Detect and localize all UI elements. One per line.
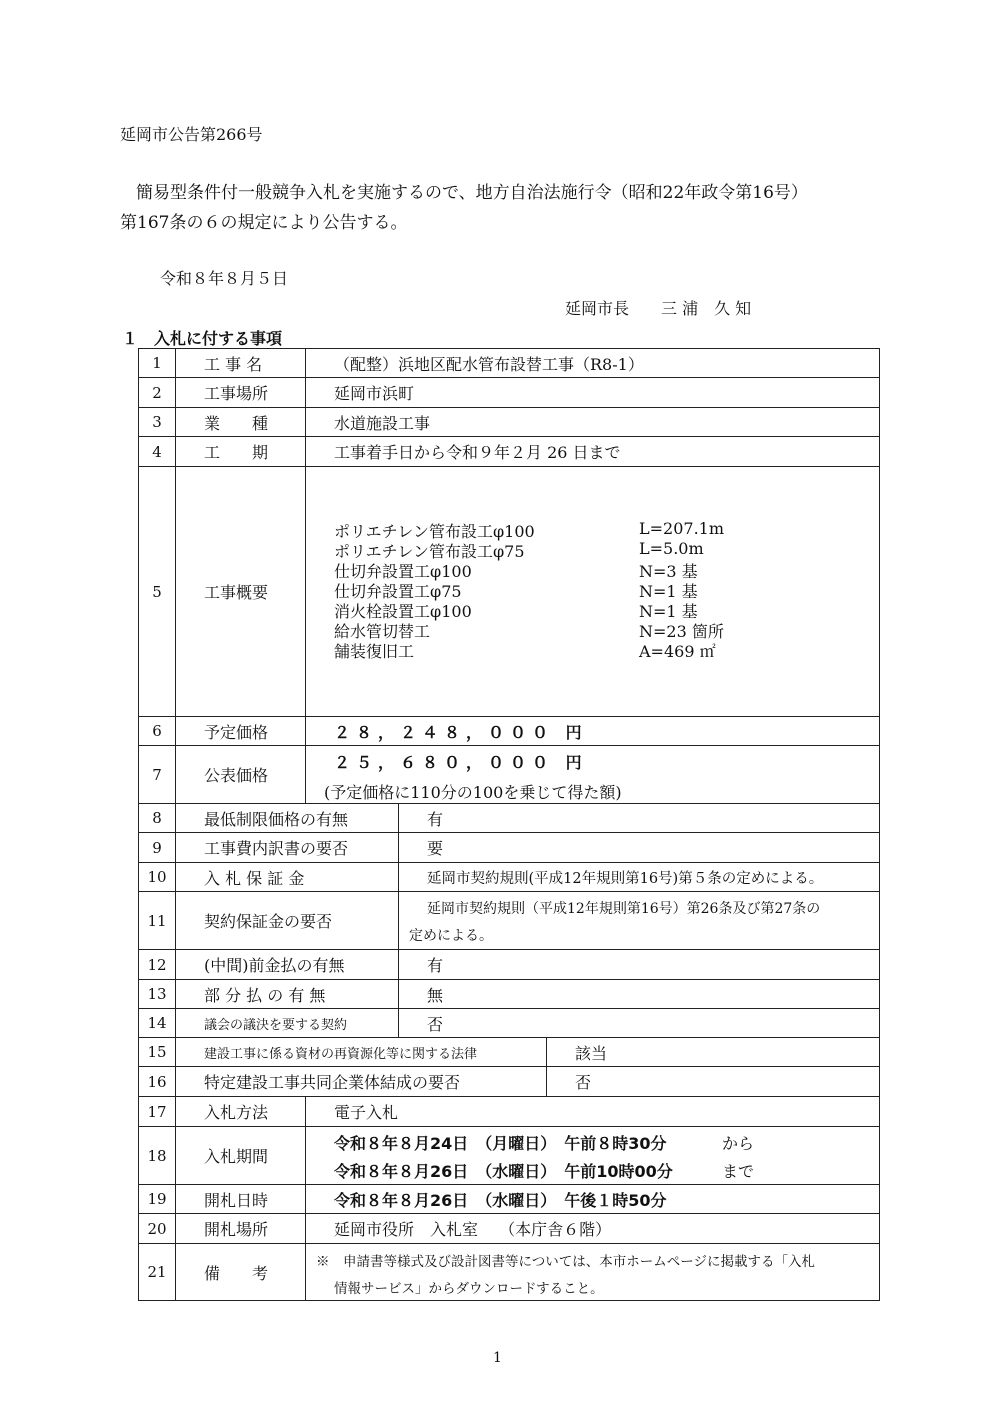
row-number: 16: [139, 1067, 176, 1096]
table-row-19: [139, 1185, 879, 1214]
row-item: 入札期間: [176, 1127, 306, 1184]
overview-name: 仕切弁設置工φ75: [334, 582, 462, 601]
row-value: 水道施設工事: [334, 413, 431, 433]
row-item: 工事費内訳書の要否: [176, 833, 399, 862]
signer: 延岡市長 三 浦 久 知: [565, 299, 752, 318]
remarks-line-2: 情報サービス」からダウンロードすること。: [334, 1281, 604, 1297]
row-value: 延岡市浜町: [334, 384, 415, 403]
row-number: 10: [139, 863, 176, 891]
remarks: [306, 1244, 879, 1300]
notice-number: 延岡市公告第266号: [120, 125, 263, 144]
row-item: 部 分 払 の 有 無: [176, 980, 399, 1008]
bid-period-start: 令和８年８月24日 （月曜日） 午前８時30分: [334, 1134, 667, 1153]
work-overview: [306, 467, 879, 716]
row-item: 工 期: [176, 437, 306, 466]
row-number: 18: [139, 1127, 176, 1184]
overview-name: ポリエチレン管布設工φ75: [334, 542, 525, 561]
table-row-20: [139, 1214, 879, 1244]
intro-line-2: 第167条の６の規定により公告する。: [120, 213, 408, 233]
overview-qty: N=1 基: [639, 602, 698, 621]
table-row-3: [139, 408, 879, 437]
row-value-line-2: 定めによる。: [409, 928, 493, 944]
table-row-21: [139, 1244, 879, 1300]
row-item: 工 事 名: [176, 349, 306, 377]
table-row-9: [139, 833, 879, 863]
page-number: 1: [493, 1350, 502, 1366]
row-number: 17: [139, 1097, 176, 1126]
row-number: 11: [139, 892, 176, 949]
row-number: 3: [139, 408, 176, 436]
row-item: 開札場所: [176, 1214, 306, 1243]
overview-name: 仕切弁設置工φ100: [334, 562, 472, 581]
row-number: 4: [139, 437, 176, 466]
row-item: 業 種: [176, 408, 306, 436]
row-item: 契約保証金の要否: [176, 892, 399, 949]
planned-price: ２８，２４８，０００ 円: [334, 722, 588, 742]
row-number: 12: [139, 950, 176, 979]
intro-line-1: 簡易型条件付一般競争入札を実施するので、地方自治法施行令（昭和22年政令第16号）: [136, 183, 808, 203]
row-number: 20: [139, 1214, 176, 1243]
opening-datetime: 令和８年８月26日 （水曜日） 午後１時50分: [334, 1190, 667, 1210]
row-number: 7: [139, 746, 176, 803]
row-item: 工事場所: [176, 378, 306, 407]
row-item: 開札日時: [176, 1185, 306, 1213]
row-number: 5: [139, 467, 176, 716]
row-item: 公表価格: [176, 746, 306, 803]
overview-name: ポリエチレン管布設工φ100: [334, 522, 535, 541]
row-value: 無: [427, 985, 444, 1005]
table-row-5: [139, 467, 879, 717]
table-row-12: [139, 950, 879, 980]
row-number: 14: [139, 1009, 176, 1037]
table-row-13: [139, 980, 879, 1009]
row-number: 2: [139, 378, 176, 407]
table-row-16: [139, 1067, 879, 1097]
row-item: 予定価格: [176, 717, 306, 745]
published-price: [306, 746, 879, 803]
overview-qty: N=1 基: [639, 582, 698, 601]
overview-name: 舗装復旧工: [334, 642, 415, 661]
row-item: 建設工事に係る資材の再資源化等に関する法律: [176, 1038, 547, 1066]
row-number: 9: [139, 833, 176, 862]
row-value: 否: [575, 1073, 592, 1092]
table-row-18: [139, 1127, 879, 1185]
table-row-8: [139, 804, 879, 833]
notice-date: 令和８年８月５日: [160, 269, 289, 288]
overview-qty: N=3 基: [639, 562, 698, 581]
row-value: [399, 892, 879, 949]
row-number: 8: [139, 804, 176, 832]
table-row-14: [139, 1009, 879, 1038]
table-row-6: [139, 717, 879, 746]
overview-qty: L=5.0m: [639, 539, 704, 558]
row-item: 特定建設工事共同企業体結成の要否: [176, 1067, 547, 1096]
row-value-line-1: 延岡市契約規則（平成12年規則第16号）第26条及び第27条の: [427, 901, 821, 917]
bid-items-table: [138, 348, 880, 1301]
remarks-line-1: ※ 申請書等様式及び設計図書等については、本市ホームページに掲載する「入札: [316, 1254, 815, 1270]
row-value: 電子入札: [334, 1103, 399, 1122]
table-row-11: [139, 892, 879, 950]
row-value: 否: [427, 1014, 444, 1034]
published-price-note: (予定価格に110分の100を乗じて得た額): [324, 783, 622, 802]
row-number: 6: [139, 717, 176, 745]
row-item: 入 札 保 証 金: [176, 863, 399, 891]
row-number: 19: [139, 1185, 176, 1213]
row-item: 入札方法: [176, 1097, 306, 1126]
overview-name: 消火栓設置工φ100: [334, 602, 472, 621]
section-title: １ 入札に付する事項: [122, 329, 283, 348]
row-value: 要: [427, 839, 444, 858]
overview-qty: L=207.1m: [639, 519, 725, 538]
row-value: 有: [427, 809, 444, 829]
table-row-15: [139, 1038, 879, 1067]
row-item: (中間)前金払の有無: [176, 950, 399, 979]
bid-period-from: から: [722, 1134, 755, 1153]
published-price-value: ２５，６８０，０００ 円: [334, 753, 588, 772]
overview-qty: N=23 箇所: [639, 622, 724, 641]
row-value: 工事着手日から令和９年２月 26 日まで: [334, 443, 621, 462]
table-row-17: [139, 1097, 879, 1127]
row-value: 延岡市役所 入札室 （本庁舎６階）: [334, 1220, 612, 1239]
table-row-10: [139, 863, 879, 892]
bid-period-end: 令和８年８月26日 （水曜日） 午前10時00分: [334, 1162, 673, 1181]
row-number: 21: [139, 1244, 176, 1300]
row-value: 有: [427, 956, 444, 975]
row-item: 備 考: [176, 1244, 306, 1300]
table-row-2: [139, 378, 879, 408]
table-row-4: [139, 437, 879, 467]
table-row-7: [139, 746, 879, 804]
row-number: 15: [139, 1038, 176, 1066]
table-row-1: [139, 349, 879, 378]
row-number: 1: [139, 349, 176, 377]
row-value: 延岡市契約規則(平成12年規則第16号)第５条の定めによる。: [427, 870, 824, 887]
bid-period: [306, 1127, 879, 1184]
row-item: 工事概要: [176, 467, 306, 716]
row-item: 議会の議決を要する契約: [176, 1009, 399, 1037]
overview-name: 給水管切替工: [334, 622, 431, 641]
overview-qty: A=469 ㎡: [639, 642, 716, 661]
row-value: 該当: [575, 1043, 608, 1063]
bid-period-until: まで: [722, 1162, 755, 1181]
row-number: 13: [139, 980, 176, 1008]
row-item: 最低制限価格の有無: [176, 804, 399, 832]
row-value: （配整）浜地区配水管布設替工事（R8-1）: [334, 354, 644, 374]
